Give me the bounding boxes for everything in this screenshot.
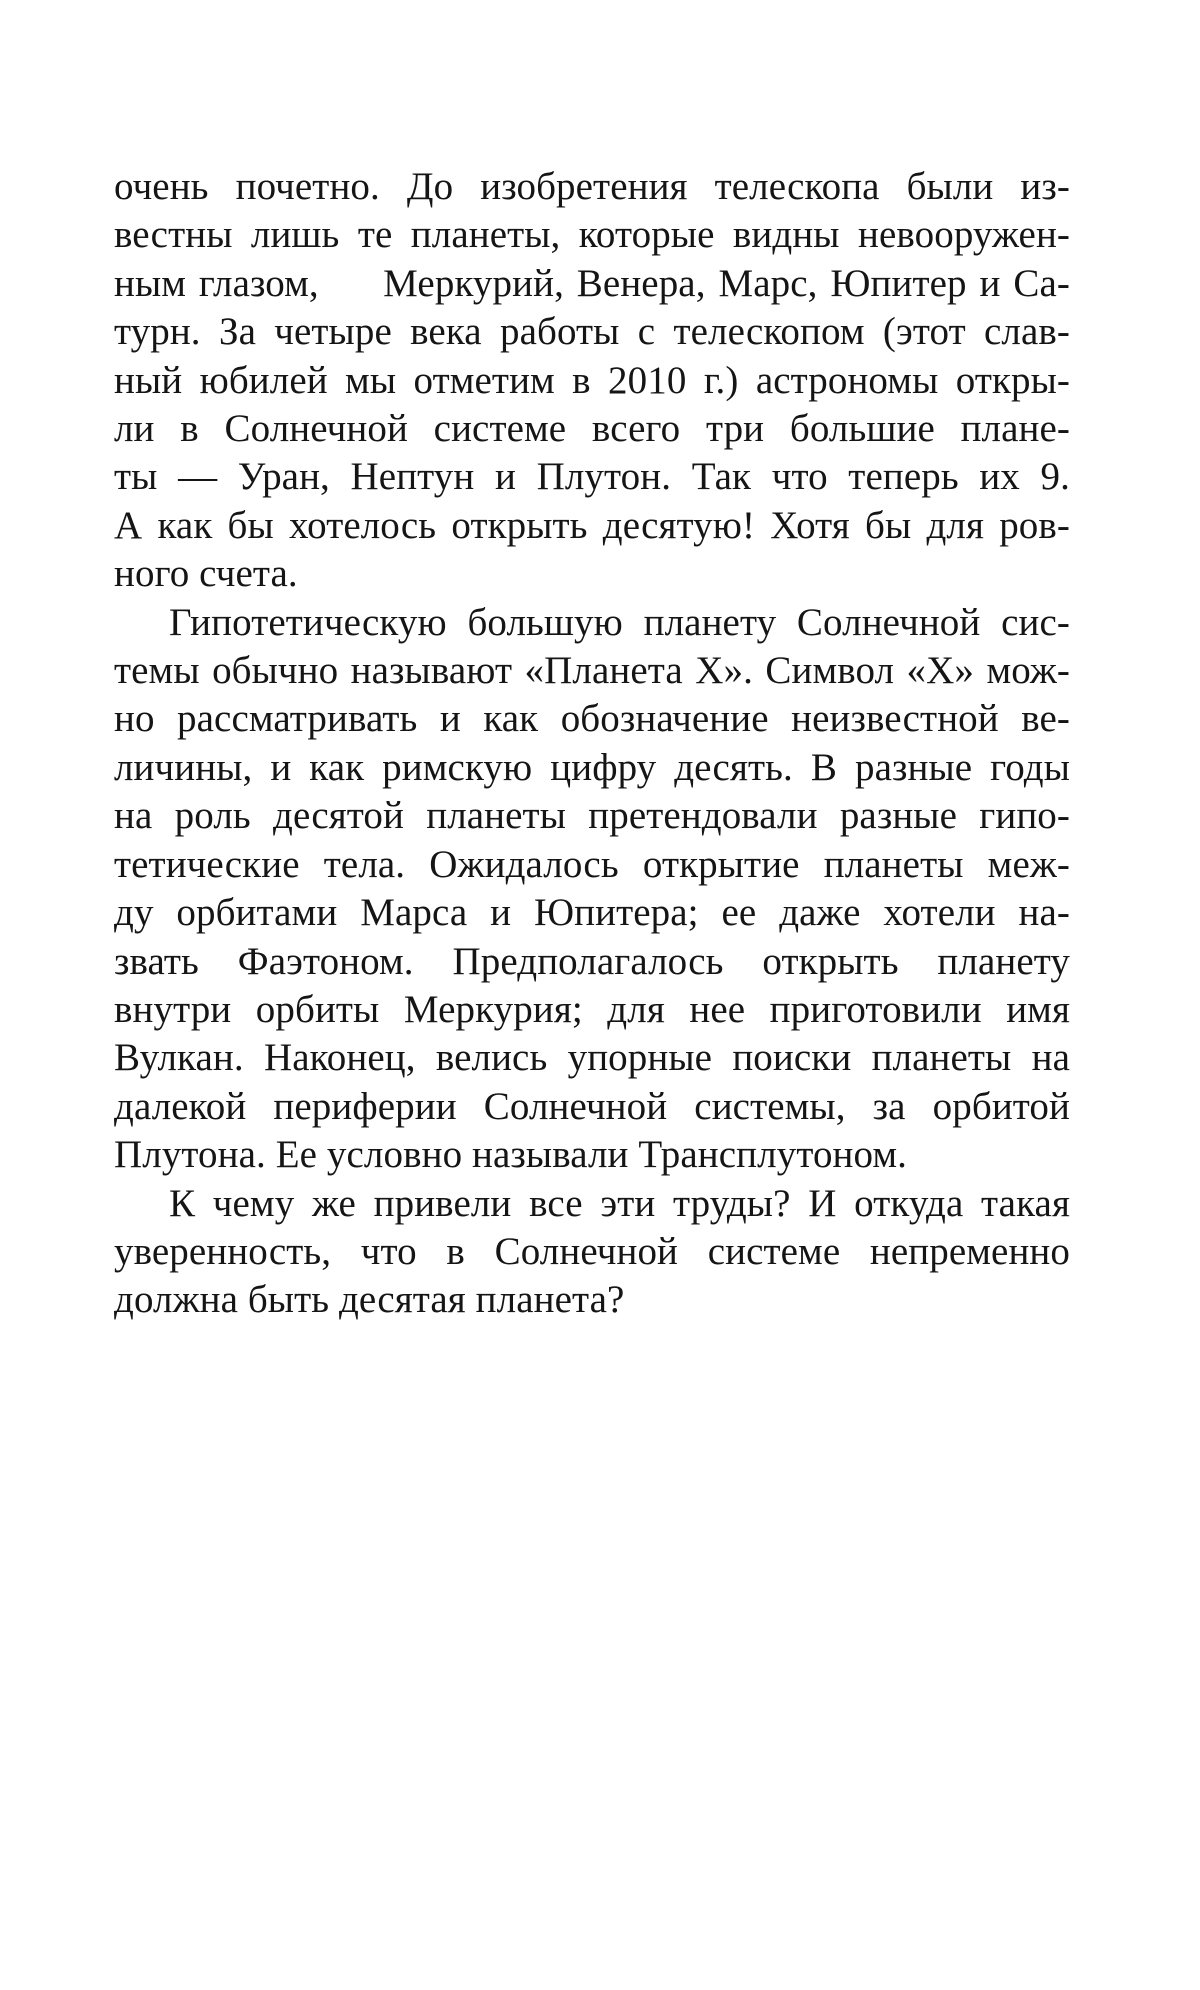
text-line: Вулкан. Наконец, велись упорные поиски планеты на: [114, 1036, 1070, 1080]
text-line: Гипотетическую большую планету Солнечной сис-: [169, 600, 1070, 644]
text-line: ного счета.: [114, 552, 298, 596]
text-line: личины, и как римскую цифру десять. В разные годы: [114, 745, 1070, 789]
text-line: К чему же привели все эти труды? И откуда такая: [169, 1181, 1070, 1225]
paragraph-1: [114, 163, 1070, 599]
text-line: турн. За четыре века работы с телескопом (этот слав-: [114, 310, 1070, 354]
text-line: но рассматривать и как обозначение неизвестной ве-: [114, 697, 1070, 741]
text-line: очень почетно. До изобретения телескопа были из-: [114, 165, 1070, 208]
text-line: ли в Солнечной системе всего три большие плане-: [114, 407, 1070, 451]
paragraph-2: [114, 599, 1070, 1180]
text-line: внутри орбиты Меркурия; для нее приготовили имя: [114, 987, 1070, 1031]
body-text: [114, 163, 1070, 1325]
text-line: ду орбитами Марса и Юпитера; ее даже хотели на-: [114, 891, 1070, 935]
text-line: звать Фаэтоном. Предполагалось открыть планету: [114, 939, 1070, 983]
text-line: далекой периферии Солнечной системы, за орбитой: [114, 1084, 1070, 1128]
text-line: должна быть десятая планета?: [114, 1278, 625, 1322]
text-line: ным глазом, Меркурий, Венера, Марс, Юпитер и Са-: [114, 261, 1070, 305]
text-line: темы обычно называют «Планета X». Символ «X» мож-: [114, 649, 1070, 693]
text-line: А как бы хотелось открыть десятую! Хотя бы для ров-: [114, 503, 1070, 547]
text-line: Плутона. Ее условно называли Трансплутоном.: [114, 1133, 908, 1177]
text-line: ты — Уран, Нептун и Плутон. Так что теперь их 9.: [114, 455, 1070, 499]
text-line: вестны лишь те планеты, которые видны невооружен-: [114, 213, 1070, 257]
text-line: на роль десятой планеты претендовали разные гипо-: [114, 794, 1070, 838]
text-line: тетические тела. Ожидалось открытие планеты меж-: [114, 842, 1070, 886]
text-line: ный юбилей мы отметим в 2010 г.) астрономы откры-: [114, 358, 1070, 402]
paragraph-3: [114, 1180, 1070, 1325]
text-line: уверенность, что в Солнечной системе непременно: [114, 1229, 1070, 1273]
